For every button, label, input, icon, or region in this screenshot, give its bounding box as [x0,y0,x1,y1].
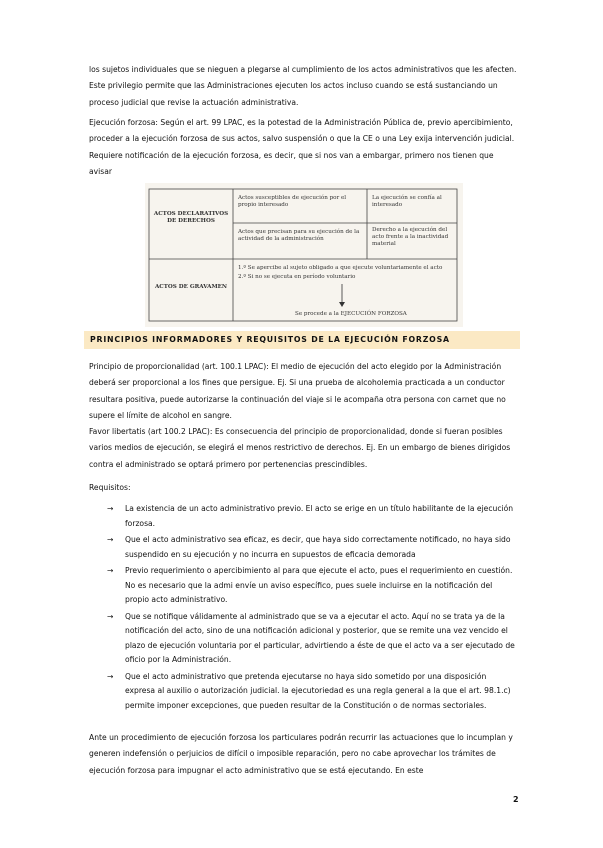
actos-diagram [145,183,463,327]
list-item [89,670,517,714]
page-number: 2 [513,795,519,804]
list-item-text: Que se notifique válidamente al administrado que se va a ejecutar el acto. Aquí no se trata ya de la notificación del acto, sino de una notificación adicional y posterior, que se remite una vez vencido el plazo de ejecución voluntaria por el particular, advirtiendo a éste de que el acto va a ser ejecutado de oficio por la Administración. [125,611,515,664]
arrow-icon: → [107,504,114,513]
cell-precisan: Actos que precisan para su ejecución de la actividad de la administración [238,229,360,242]
cell-susceptibles: Actos susceptibles de ejecución por el propio interesado [238,195,347,208]
list-item [89,564,517,608]
arrow-icon: → [107,535,114,544]
section-heading: PRINCIPIOS INFORMADORES Y REQUISITOS DE LA EJECUCIÓN FORZOSA [84,331,520,349]
list-item [89,533,517,562]
paragraph-privilegio: los sujetos individuales que se nieguen a plegarse al cumplimiento de los actos administrativos que les afecten. Este privilegio permite que las Administraciones ejecuten los actos incluso cuando se está sustanciando un proceso judicial que revise la actuación administrativa. [89,65,517,107]
paragraph-recursos: Ante un procedimiento de ejecución forzosa los particulares podrán recurrir las actuaciones que lo incumplan y generen indefensión o perjuicios de difícil o imposible reparación, pero no cabe aprovechar los trámites de ejecución forzosa para impugnar el acto administrativo que se está ejecutando. En este [89,733,513,775]
list-item-text: Que el acto administrativo que pretenda ejecutarse no haya sido sometido por una disposición expresa al auxilio o autorización judicial. la ejecutoriedad es una regla general a la que el art. 98.1.c) permite imponer excepciones, que pueden resultar de la Constitución o de normas sectoriales. [125,671,511,710]
requisitos-label: Requisitos: [89,483,131,492]
declarativos-label: ACTOS DECLARATIVOS DE DERECHOS [153,211,229,224]
result-ejecucion-forzosa: Se procede a la EJECUCIÓN FORZOSA [295,311,407,317]
paragraph-proporcionalidad: Principio de proporcionalidad (art. 100.1 LPAC): El medio de ejecución del acto elegido por la Administración deberá ser proporcional a los fines que persigue. Ej. Si una prueba de alcoholemia practicada a un conductor resultara positiva, puede autorizarse la continuación del viaje si le acompaña otra persona con carnet que no supere el límite de alcohol en sangre. [89,362,506,420]
step-2: 2.º Si no se ejecuta en período voluntario [238,274,356,280]
step-1: 1.º Se apercibe al sujeto obligado a que ejecute voluntariamente el acto [238,265,443,271]
list-item-text: Previo requerimiento o apercibimiento al para que ejecute el acto, pues el requerimiento en cuestión. No es necesario que la admi envíe un aviso específico, pues suele incluirse en la notificación del propio acto administrativo. [125,566,513,604]
list-item [89,610,517,668]
cell-derecho: Derecho a la ejecución del acto frente a la inactividad material [372,227,449,247]
paragraph-ejecucion-forzosa: Ejecución forzosa: Según el art. 99 LPAC, es la potestad de la Administración Pública de, previo apercibimiento, proceder a la ejecución forzosa de sus actos, salvo suspensión o que la CE o una Ley exija intervención judicial. Requiere notificación de la ejecución forzosa, es decir, que si nos van a embargar, primero nos tienen que avisar [89,118,515,176]
list-item [89,502,517,531]
gravamen-label: ACTOS DE GRAVAMEN [154,284,228,290]
arrow-icon: → [107,566,114,575]
list-item-text: La existencia de un acto administrativo previo. El acto se erige en un título habilitante de la ejecución forzosa. [125,504,514,528]
arrow-icon: → [107,671,114,681]
down-arrow-head [339,302,345,307]
list-item-text: Que el acto administrativo sea eficaz, es decir, que haya sido correctamente notificado, no haya sido suspendido en su ejecución y no incurra en supuestos de eficacia demorada [125,535,511,559]
paragraph-favor-libertatis: Favor libertatis (art 100.2 LPAC): Es consecuencia del principio de proporcionalidad, donde si fueran posibles varios medios de ejecución, se elegirá el menos restrictivo de derechos. Ej. En un embargo de bienes dirigidos contra el administrado se optará primero por pertenencias prescindibles. [89,427,511,469]
requisitos-list [89,502,517,715]
arrow-icon: → [107,611,114,621]
cell-se-confia: La ejecución se confía al interesado [372,195,442,208]
